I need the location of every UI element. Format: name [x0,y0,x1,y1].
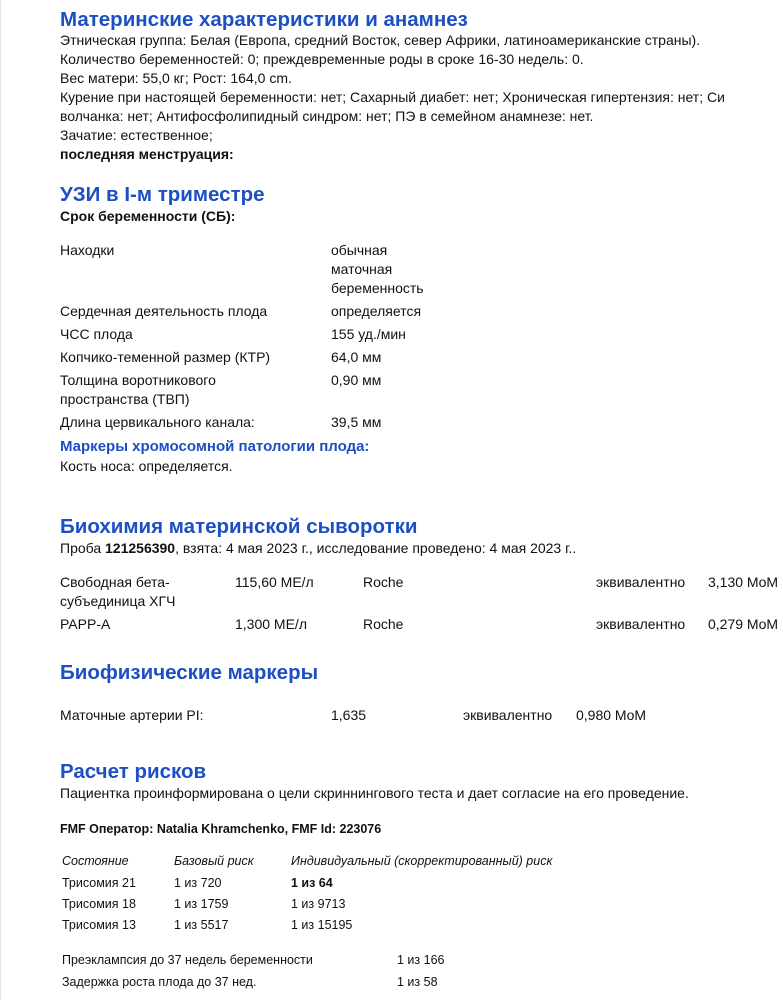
uterine-artery-mom: 0,980 MoM [576,707,647,723]
risk-row-t21-base: 1 из 720 [174,876,222,890]
biochem-row-hcg-mom: 3,130 MoM [708,574,779,590]
sample-id: 121256390 [105,540,176,556]
consent-text: Пациентка проинформирована о цели скриннингового теста и дает согласие на его проведение. [60,785,689,801]
biochem-row-hcg-eq: эквивалентно [596,574,686,590]
uterine-artery-eq: эквивалентно [463,707,553,723]
nasal-bone-text: Кость носа: определяется. [60,458,233,474]
risk-other-fgr-name: Задержка роста плода до 37 нед. [62,975,257,989]
us-row-nt-value: 0,90 мм [331,372,382,388]
uterine-artery-value: 1,635 [331,707,367,723]
biochem-row-hcg-value: 115,60 МЕ/л [235,574,314,590]
biochem-row-pappa-value: 1,300 МЕ/л [235,616,307,632]
risk-header-individual: Индивидуальный (скорректированный) риск [291,854,553,868]
sample-prefix: Проба [60,540,106,556]
biochem-section-title: Биохимия материнской сыворотки [60,515,418,538]
us-row-crl-value: 64,0 мм [331,349,382,365]
risk-other-fgr-value: 1 из 58 [397,975,438,989]
ultrasound-section-title: УЗИ в I-м триместре [60,183,265,206]
us-row-cervix-label: Длина цервикального канала: [60,414,255,430]
maternal-section-title: Материнские характеристики и анамнез [60,8,468,31]
us-row-heart-value: определяется [331,303,422,319]
last-menstruation-label: последняя менструация: [60,146,234,162]
uterine-artery-label: Маточные артерии PI: [60,707,204,723]
risk-row-t13-individual: 1 из 15195 [291,918,353,932]
ethnic-group-text: Этническая группа: Белая (Европа, средний Восток, север Африки, латиноамериканские страны). [60,32,701,48]
risk-row-t21-name: Трисомия 21 [62,876,136,890]
us-row-findings-label: Находки [60,242,115,258]
biochem-row-hcg-name: Свободная бета-субъединица ХГЧ [60,574,176,609]
biochem-row-pappa-name: PAPP-A [60,616,111,632]
fmf-operator-text: FMF Оператор: Natalia Khramchenko, FMF Id: 223076 [60,822,382,836]
conception-text: Зачатие: естественное; [60,127,213,143]
risk-row-t13-base: 1 из 5517 [174,918,229,932]
biochem-row-pappa-lab: Roche [363,616,404,632]
us-row-findings-value: обычная маточная беременность [331,242,424,296]
pregnancies-text: Количество беременностей: 0; преждевременные роды в сроке 16-30 недель: 0. [60,51,584,67]
risk-section-title: Расчет рисков [60,760,207,783]
us-row-nt-label: Толщина воротникового пространства (ТВП) [60,372,216,407]
us-row-cervix-value: 39,5 мм [331,414,382,430]
sample-info [60,539,576,558]
risk-other-preeclampsia-value: 1 из 166 [397,953,445,967]
risk-row-t18-name: Трисомия 18 [62,897,136,911]
us-row-heart-label: Сердечная деятельность плода [60,303,268,319]
us-row-fhr-value: 155 уд./мин [331,326,406,342]
gestational-age-label: Срок беременности (СБ): [60,208,236,224]
risk-header-base: Базовый риск [174,854,254,868]
risk-row-t13-name: Трисомия 13 [62,918,136,932]
biochem-row-pappa-mom: 0,279 MoM [708,616,779,632]
sample-suffix: , взята: 4 мая 2023 г., исследование проведено: 4 мая 2023 г.. [175,540,577,556]
risk-row-t21-individual: 1 из 64 [291,876,333,890]
chromosomal-markers-title: Маркеры хромосомной патологии плода: [60,438,370,455]
biophys-section-title: Биофизические маркеры [60,661,319,684]
us-row-crl-label: Копчико-теменной размер (КТР) [60,349,271,365]
biochem-row-pappa-eq: эквивалентно [596,616,686,632]
biochem-row-hcg-lab: Roche [363,574,404,590]
risk-row-t18-individual: 1 из 9713 [291,897,346,911]
us-row-fhr-label: ЧСС плода [60,326,133,342]
page-left-edge [0,0,1,1000]
risk-other-preeclampsia-name: Преэклампсия до 37 недель беременности [62,953,313,967]
risk-factors-line-2: волчанка: нет; Антифосфолипидный синдром: нет; ПЭ в семейном анамнезе: нет. [60,108,594,124]
weight-height-text: Вес матери: 55,0 кг; Рост: 164,0 cm. [60,70,292,86]
risk-header-condition: Состояние [62,854,129,868]
risk-factors-line-1: Курение при настоящей беременности: нет; Сахарный диабет: нет; Хроническая гипертензия: нет; Си [60,89,725,105]
risk-row-t18-base: 1 из 1759 [174,897,229,911]
